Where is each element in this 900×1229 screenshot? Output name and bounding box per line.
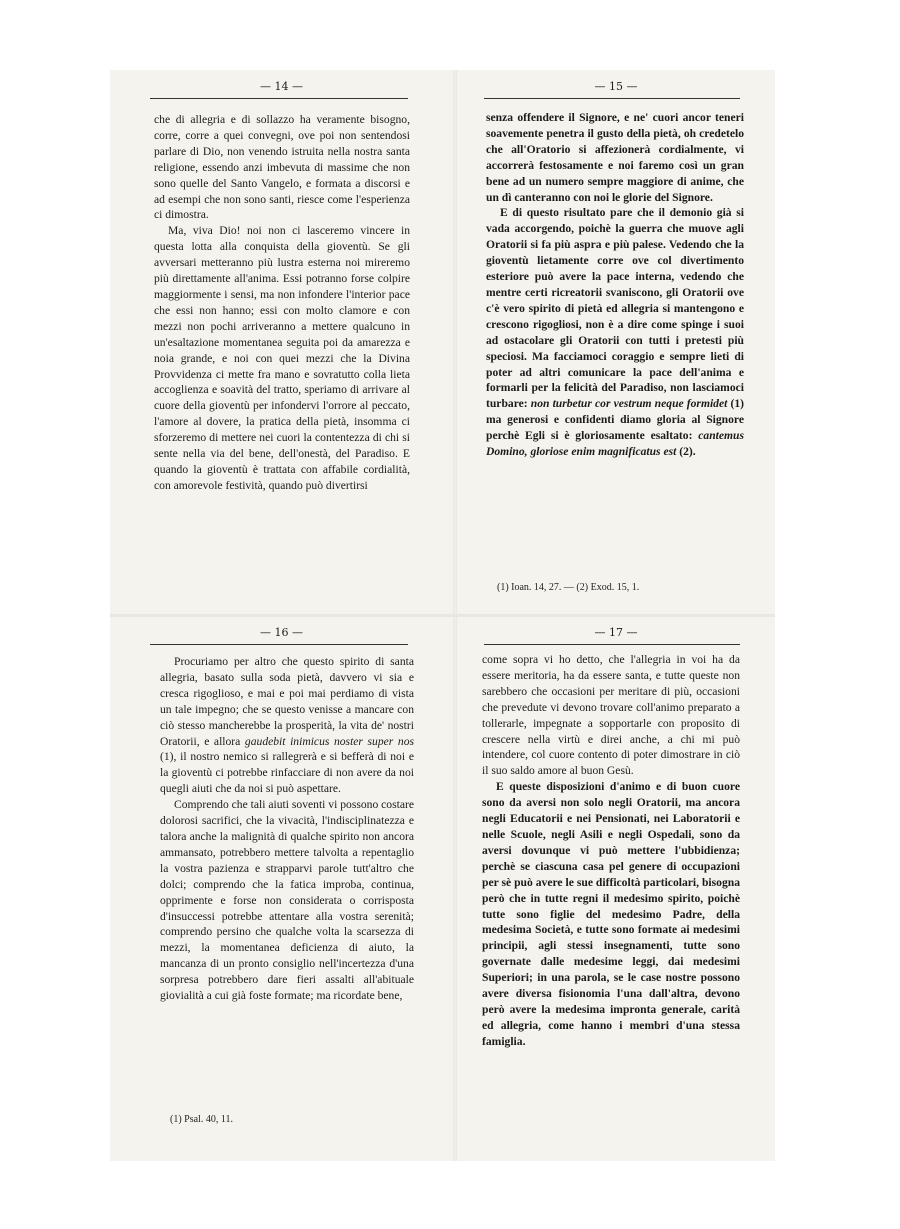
paragraph: senza offendere il Signore, e ne' cuori ancor teneri soavemente penetra il gusto della pietà, oh credetelo che all'Oratorio si affezionerà cordialmente, vi accorrerà festosamente e noi faremo così un gran bene ad un numero sempre maggiore di anime, che un dì canteranno con noi le glorie del Signore. xyxy=(486,111,744,204)
page-16 xyxy=(110,616,453,1161)
paragraph xyxy=(160,654,414,797)
text-run: (1) ma generosi e confidenti diamo gloria al Signore perchè Egli si è gloriosamente esaltato: xyxy=(486,397,745,443)
page-14-text xyxy=(154,112,410,494)
latin-quote: cantemus Domino, gloriose enim magnificatus est xyxy=(486,429,744,459)
page-15 xyxy=(457,70,775,615)
page-number: — 17 — xyxy=(594,626,638,639)
footnote: (1) Psal. 40, 11. xyxy=(170,1114,233,1125)
paragraph: come sopra vi ho detto, che l'allegria in voi ha da essere meritoria, ha da essere santa, e tutte queste non sarebbero che occasioni per meritare di più, occasioni che prevedute vi devono trovare coll'animo preparato a tollerarle, impegnate a sopportarle con proposito di crescere nella virtù e direi anche, a chi mi può intendere, col cuore contento di poter dimostrare in ciò il suo saldo amore al buon Gesù. xyxy=(482,653,740,778)
header-rule xyxy=(150,644,408,645)
horizontal-fold xyxy=(110,614,775,617)
header-rule xyxy=(484,98,740,99)
page-17-text xyxy=(482,652,740,1050)
page-number: — 14 — xyxy=(260,80,303,93)
paragraph xyxy=(486,205,744,460)
text-run: (2). xyxy=(679,445,696,459)
latin-quote: non turbetur cor vestrum neque formidet xyxy=(530,397,728,411)
header-rule xyxy=(484,644,740,645)
paragraph: E queste disposizioni d'animo e di buon cuore sono da aversi non solo negli Oratorii, ma ancora negli Educatorii e nei Pensionati, nei Laboratorii e nelle Scuole, negli Asili e negli Ospedali, sono da aversi dovunque vi può mettere l'ubbidienza; perchè se ciascuna casa pel genere di occupazioni per sè può avere le sue difficoltà particolari, bisogna però che in tutte regni il medesimo spirito, poichè tutte sono figlie del medesimo Padre, della medesima Società, e tutte sono formate ai medesimi principii, agli stessi insegnamenti, tutte sono governate dalle medesime leggi, dai medesimi Superiori; in una parola, se le case nostre possono avere diversa fisionomia l'una dall'altra, devono però avere la medesima impronta generale, carità ed allegria, come hanno i membri d'una stessa famiglia. xyxy=(482,780,740,1048)
text-run: Procuriamo per altro che questo spirito di santa allegria, basato sulla soda pietà, davvero vi sia e cresca rigoglioso, e mai e poi mai perdiamo di vista un tale impegno; che se questo venisse a mancare con ciò stesso mancherebbe la prosperità, la vita de' nostri Oratorii, e allora xyxy=(160,655,414,748)
page-14 xyxy=(110,70,453,615)
page-15-text xyxy=(486,110,744,460)
page-17 xyxy=(457,616,775,1161)
page-number: — 16 — xyxy=(260,626,303,639)
text-run: (1), il nostro nemico si rallegrerà e si befferà di noi e la gioventù ci potrebbe rinfacciare di non avere da noi quegli aiuti che da noi si può aspettare. xyxy=(160,750,414,796)
page-16-text xyxy=(160,654,414,1004)
page-number: — 15 — xyxy=(594,80,638,93)
paragraph: Comprendo che tali aiuti soventi vi possono costare dolorosi sacrifici, che la vivacità, l'indisciplinatezza e talora anche la malignità di qualche spirito non ancora ammansato, potrebbero mettere talvolta a repentaglio la vostra pazienza e strapparvi parole tutt'altro che dolci; comprendo che la fatica improba, continua, opprimente e forse non considerata o corrisposta d'insuccessi potrebbe attentare alla vostra serenità; comprendo persino che qualche volta la scarsezza di mezzi, la momentanea deficienza di aiuto, la mancanza di un pronto consiglio nell'incertezza d'una sorpresa potrebbero dare fieri assalti all'abituale giovialità a cui già foste formate; ma ricordate bene, xyxy=(160,798,414,1003)
footnote: (1) Ioan. 14, 27. — (2) Exod. 15, 1. xyxy=(497,582,640,593)
text-run: E di questo risultato pare che il demonio già si vada accorgendo, poichè la guerra che muove agli Oratorii si fa più aspra e più palese. Vedendo che la gioventù lietamente corre ove col divertimento esteriore può avere la pace interna, vedendo che mentre certi ricreatorii svaniscono, gli Oratorii ove c'è vero spirito di pietà ed allegria si mantengono e crescono rigogliosi, non è a dire come spinge i suoi ad ostacolare gli Oratorii con tutti i pretesti più speciosi. Ma facciamoci coraggio e sempre lieti di poter ad altri comunicare la pace dell'anima e formarli per la felicità del Paradiso, non lasciamoci turbare: xyxy=(486,206,744,411)
header-rule xyxy=(150,98,408,99)
latin-quote: gaudebit inimicus noster super nos xyxy=(244,734,414,748)
paragraph: che di allegria e di sollazzo ha veramente bisogno, corre, corre a quei convegni, ove poi non sentendosi parlare di Dio, non venendo istruita nella nostra santa religione, essendo anzi imbevuta di massime che non sono quelle del Santo Vangelo, e formata a discorsi e ad esempi che non sono santi, riesce come l'esperienza ci dimostra. xyxy=(154,113,410,222)
paragraph: Ma, viva Dio! noi non ci lasceremo vincere in questa lotta alla conquista della gioventù. Se gli avversari metteranno più lustra esterna noi mireremo più direttamente all'anima. Essi potranno forse colpire maggiormente i sensi, ma non infondere l'interior pace che essi non hanno; essi con molto clamore e con mezzi non pochi arriveranno a mettere qualcuno in un'esaltazione momentanea seguita poi da amarezza e noia grande, e noi con quei mezzi che la Divina Provvidenza ci mette fra mano e sovratutto colla lieta accoglienza e soavità del tratto, speriamo di arrivare al cuore della gioventù per infondervi l'orrore al peccato, l'amore al dovere, la pratica della pietà, insomma ci sforzeremo di mettere nei cuori la contentezza di chi si sente nella via del bene, dell'onestà, del Paradiso. E quando la gioventù è trattata con affabile cordialità, con amorevole festività, quando può divertirsi xyxy=(154,224,410,492)
